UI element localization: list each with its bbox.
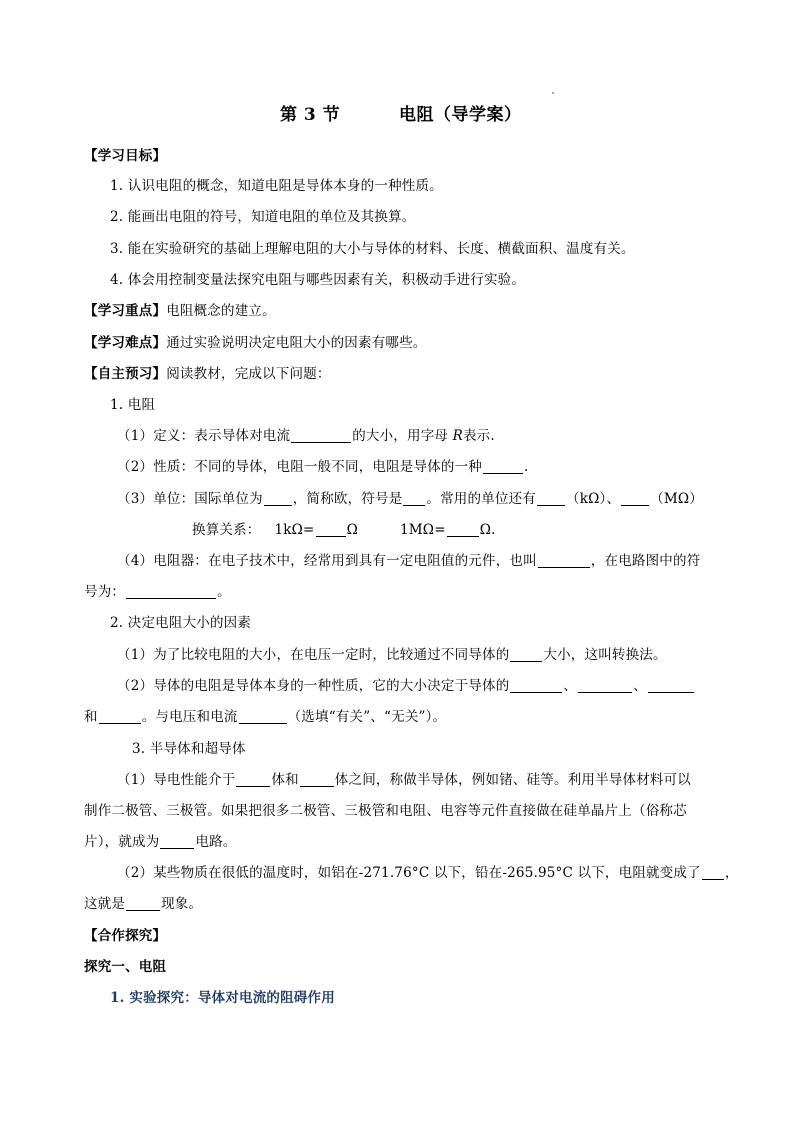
text-span: 。与电压和电流	[141, 709, 238, 725]
fill-blank[interactable]	[510, 678, 562, 693]
fill-blank[interactable]	[648, 678, 694, 693]
fill-blank[interactable]	[510, 647, 542, 662]
fill-blank[interactable]	[160, 834, 194, 849]
factor-line-1	[117, 646, 667, 664]
text-span: ，在电路图中的符	[590, 553, 701, 569]
fill-blank[interactable]	[239, 709, 287, 724]
text-span: Ω.	[479, 522, 496, 538]
key-point-text: 电阻概念的建立。	[166, 303, 276, 319]
text-span: 号为：	[84, 584, 126, 600]
fill-blank[interactable]	[291, 428, 351, 443]
text-span: Ω	[346, 522, 358, 538]
fill-blank[interactable]	[403, 491, 425, 506]
scan-dot	[552, 92, 554, 94]
preview-heading: 【自主预习】	[84, 366, 167, 382]
property-line	[117, 458, 529, 476]
experiment-title: 1. 实验探究：导体对电流的阻碍作用	[110, 990, 335, 1006]
text-span: 现象。	[161, 896, 203, 912]
fill-blank[interactable]	[578, 678, 632, 693]
fill-blank[interactable]	[621, 491, 649, 506]
fill-blank[interactable]	[447, 522, 479, 537]
fill-blank[interactable]	[236, 772, 270, 787]
text-span: （1）定义：表示导体对电流	[117, 428, 291, 444]
text-span: 体和	[271, 772, 299, 788]
text-span: 、	[633, 678, 647, 694]
conversion-line	[192, 521, 496, 539]
objective-item: 4. 体会用控制变量法探究电阻与哪些因素有关，积极动手进行实验。	[110, 272, 526, 288]
fill-blank[interactable]	[537, 491, 565, 506]
text-span: 大小，这叫转换法。	[543, 647, 667, 663]
fill-blank[interactable]	[483, 459, 523, 474]
text-span: 体之间，称做半导体，例如锗、硅等。利用半导体材料可以	[334, 772, 691, 788]
fill-blank[interactable]	[126, 896, 160, 911]
text-span: （kΩ）、	[566, 491, 621, 507]
text-span: （2）性质：不同的导体，电阻一般不同，电阻是导体的一种	[117, 459, 482, 475]
difficulty-text: 通过实验说明决定电阻大小的因素有哪些。	[166, 335, 427, 351]
page-title	[280, 106, 522, 124]
text-span: （1）导电性能介于	[117, 772, 236, 788]
text-span: （2）某些物质在很低的温度时，如铝在-271.76°C 以下，铅在-265.95°C 以下，电阻就变成了	[117, 865, 701, 881]
difficulty-heading: 【学习难点】	[84, 335, 167, 351]
inquiry-one-title: 探究一、电阻	[84, 959, 167, 975]
fill-blank[interactable]	[126, 584, 216, 599]
resistor-line	[117, 552, 700, 570]
text-span: 、	[563, 678, 578, 694]
key-point-heading: 【学习重点】	[84, 303, 167, 319]
text-span: .	[524, 459, 529, 475]
text-span: 1MΩ=	[399, 522, 446, 538]
fill-blank[interactable]	[316, 522, 346, 537]
key-point	[84, 302, 276, 320]
preview	[84, 365, 331, 383]
fill-blank[interactable]	[264, 491, 292, 506]
cooperate-heading: 【合作探究】	[84, 928, 167, 944]
difficulty	[84, 334, 427, 352]
text-span: 1kΩ=	[274, 522, 315, 538]
preview-intro: 阅读教材，完成以下问题：	[166, 366, 331, 382]
text-span: 表示.	[462, 428, 495, 444]
text-span: 的大小，用字母	[352, 428, 449, 444]
resistor-line-2	[84, 583, 231, 601]
text-span: ，简称欧，符号是	[292, 491, 403, 507]
fill-blank[interactable]	[538, 553, 590, 568]
text-span: （选填“有关”、“无关”）。	[287, 709, 447, 725]
text-span: 这就是	[84, 896, 126, 912]
fill-blank[interactable]	[300, 772, 334, 787]
unit-line	[117, 490, 703, 508]
objective-item: 1. 认识电阻的概念，知道电阻是导体本身的一种性质。	[110, 178, 443, 194]
section-2-title: 2. 决定电阻大小的因素	[110, 615, 252, 631]
letter-r: R	[452, 428, 463, 444]
title-section: 第 3 节	[280, 105, 341, 125]
text-span: 。	[217, 584, 231, 600]
text-span: （3）单位：国际单位为	[117, 491, 263, 507]
superconductor-line-2	[84, 895, 202, 913]
text-span: 片），就成为	[84, 834, 160, 850]
section-1-title: 1. 电阻	[110, 397, 156, 413]
semiconductor-line-2: 制作二极管、三极管。如果把很多二极管、三极管和电阻、电容等元件直接做在硅单晶片上（俗称芯	[84, 803, 687, 819]
superconductor-line-1	[117, 864, 739, 882]
semiconductor-line-3	[84, 833, 237, 851]
text-span: （MΩ）	[650, 491, 703, 507]
text-span: 电路。	[195, 834, 237, 850]
objectives-heading: 【学习目标】	[84, 148, 167, 164]
title-name: 电阻（导学案）	[399, 105, 522, 125]
text-span: （4）电阻器：在电子技术中，经常用到具有一定电阻值的元件，也叫	[117, 553, 537, 569]
text-span: 换算关系：	[192, 522, 261, 538]
text-span: 和	[84, 709, 98, 725]
definition-line	[117, 427, 495, 445]
text-span: （2）导体的电阻是导体本身的一种性质，它的大小决定于导体的	[117, 678, 510, 694]
text-span: ，	[724, 865, 739, 881]
fill-blank[interactable]	[702, 865, 724, 880]
fill-blank[interactable]	[99, 709, 141, 724]
objective-item: 2. 能画出电阻的符号，知道电阻的单位及其换算。	[110, 209, 416, 225]
factor-line-3	[84, 708, 446, 726]
text-span: （1）为了比较电阻的大小，在电压一定时，比较通过不同导体的	[117, 647, 510, 663]
objective-item: 3. 能在实验研究的基础上理解电阻的大小与导体的材料、长度、横截面积、温度有关。	[110, 241, 635, 257]
text-span: 。常用的单位还有	[426, 491, 537, 507]
semiconductor-line-1	[117, 771, 691, 789]
section-3-title: 3. 半导体和超导体	[132, 741, 246, 757]
factor-line-2	[117, 677, 695, 695]
